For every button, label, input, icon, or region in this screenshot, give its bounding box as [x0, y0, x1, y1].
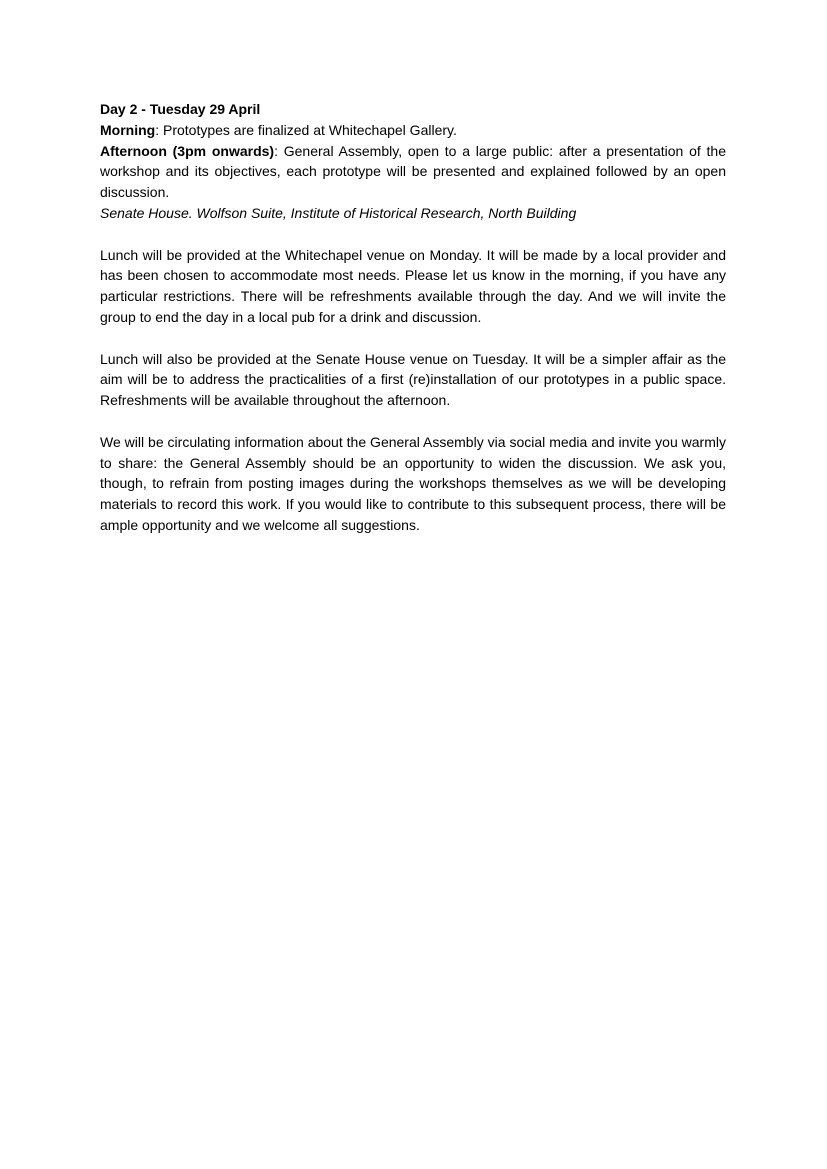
- venue-line: [100, 203, 726, 224]
- lunch-monday-paragraph: Lunch will be provided at the Whitechapel venue on Monday. It will be made by a local provider and has been chosen to accommodate most needs. Please let us know in the morning, if you have any particular restrictions. There will be refreshments available through the day. And we will invite the group to end the day in a local pub for a drink and discussion.: [100, 246, 726, 325]
- day-heading: [100, 99, 726, 120]
- paragraph-gap: [100, 224, 726, 245]
- morning-line: [100, 120, 726, 141]
- venue-text: Senate House. Wolfson Suite, Institute of Historical Research, North Building: [100, 204, 577, 221]
- paragraph-gap: [100, 411, 726, 432]
- morning-label: Morning: [100, 121, 156, 138]
- day-heading-text: Day 2 - Tuesday 29 April: [100, 101, 261, 117]
- morning-text: : Prototypes are finalized at Whitechapel Gallery.: [155, 121, 457, 138]
- afternoon-text: : General Assembly, open to a large public: after a presentation of the workshop and its objectives, each prototype will be presented and explained followed by an open discussion.: [100, 142, 726, 201]
- afternoon-label: Afternoon (3pm onwards): [100, 142, 275, 159]
- social-media-paragraph: We will be circulating information about the General Assembly via social media and invite you warmly to share: the General Assembly should be an opportunity to widen the discussion. We ask you, though, to refrain from posting images during the workshops themselves as we will be developing materials to record this work. If you would like to contribute to this subsequent process, there will be ample opportunity and we welcome all suggestions.: [100, 433, 726, 533]
- document-page: [100, 99, 726, 536]
- afternoon-line: [100, 141, 726, 203]
- paragraph-gap: [100, 328, 726, 349]
- lunch-tuesday-paragraph: Lunch will also be provided at the Senate House venue on Tuesday. It will be a simpler affair as the aim will be to address the practicalities of a first (re)installation of our prototypes in a public space. Refreshments will be available throughout the afternoon.: [100, 350, 726, 409]
